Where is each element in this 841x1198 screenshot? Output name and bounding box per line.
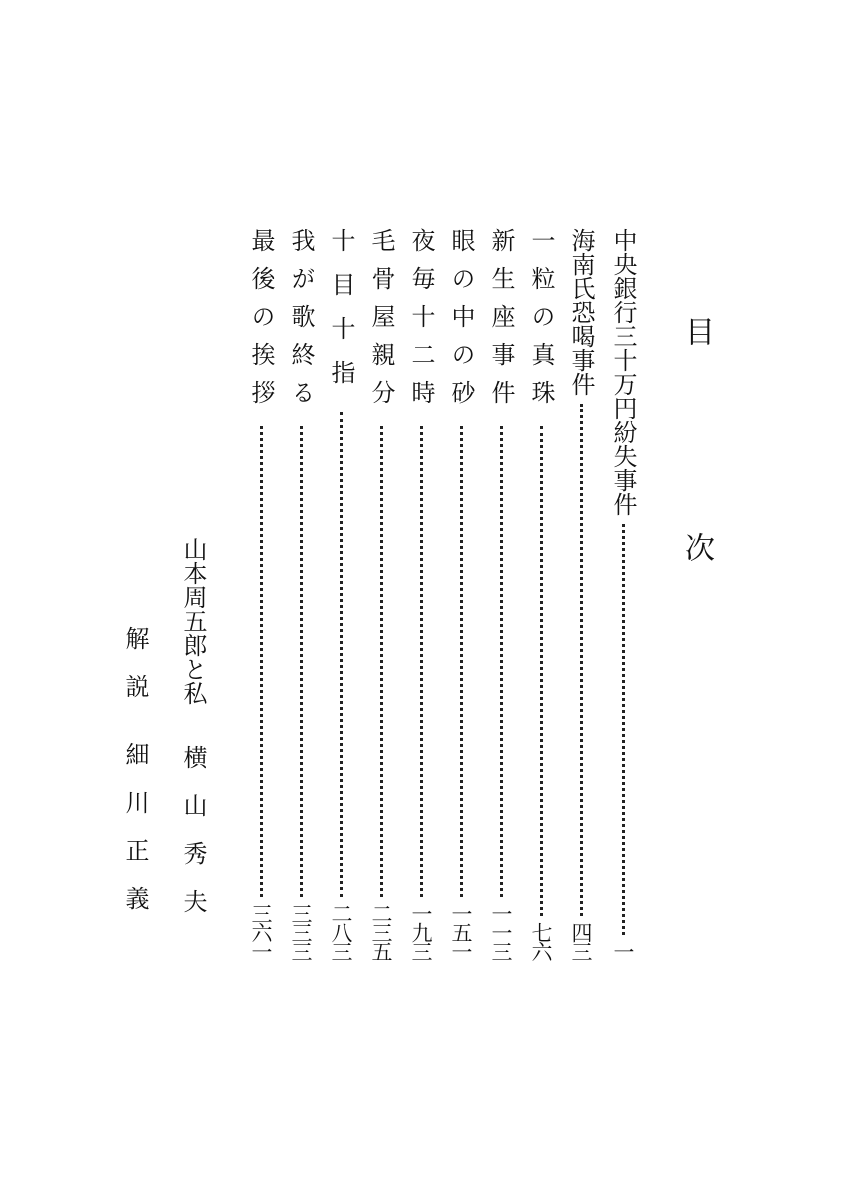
toc-entry[interactable] xyxy=(404,228,438,960)
toc-entry-title: 眼の中の砂 xyxy=(447,228,475,418)
toc-entry-page: 二三五 xyxy=(369,903,393,960)
toc-entry-title: 新生座事件 xyxy=(487,228,515,418)
essay-entry[interactable] xyxy=(176,537,210,913)
dot-leader xyxy=(420,426,423,897)
toc-entry[interactable] xyxy=(606,228,640,960)
dot-leader xyxy=(380,426,383,897)
toc-entry[interactable] xyxy=(484,228,518,960)
toc-entry[interactable] xyxy=(324,228,358,960)
toc-entry-page: 二八三 xyxy=(329,903,353,960)
toc-entry-page: 三三三 xyxy=(289,903,313,960)
toc-entry[interactable] xyxy=(564,228,598,960)
essay-author: 横 山 秀 夫 xyxy=(179,745,207,913)
essay-label: 解 説 xyxy=(121,626,149,698)
toc-entry-page: 一五一 xyxy=(449,903,473,960)
toc-entry[interactable] xyxy=(284,228,318,960)
page-title: 目 次 xyxy=(679,316,714,640)
toc-entry-page: 七六 xyxy=(529,922,553,960)
dot-leader xyxy=(622,524,625,935)
toc-entry-page: 一九三 xyxy=(409,903,433,960)
toc-entry[interactable] xyxy=(364,228,398,960)
toc-entry-title: 十目十指 xyxy=(327,228,355,404)
essay-author: 細 川 正 義 xyxy=(121,742,149,910)
dot-leader xyxy=(340,412,343,897)
dot-leader xyxy=(540,426,543,916)
toc-entry[interactable] xyxy=(244,228,278,960)
toc-entry-page: 四三 xyxy=(569,922,593,960)
toc-entry-page: 三六一 xyxy=(249,903,273,960)
toc-entry-page: 一 xyxy=(611,941,635,960)
dot-leader xyxy=(260,426,263,897)
toc-entry-title: 最後の挨拶 xyxy=(247,228,275,418)
toc-entry[interactable] xyxy=(444,228,478,960)
dot-leader xyxy=(300,426,303,897)
essay-label: 山本周五郎と私 xyxy=(179,537,207,705)
toc-entry-title: 一粒の真珠 xyxy=(527,228,555,418)
dot-leader xyxy=(580,404,583,916)
toc-entry-title: 毛骨屋親分 xyxy=(367,228,395,418)
dot-leader xyxy=(500,426,503,897)
toc-entry-title: 夜毎十二時 xyxy=(407,228,435,418)
toc-entry-title: 我が歌終る xyxy=(287,228,315,418)
dot-leader xyxy=(460,426,463,897)
toc-entry-title: 中央銀行三十万円紛失事件 xyxy=(609,228,637,516)
essay-entry[interactable] xyxy=(118,626,152,910)
toc-entry-page: 一一三 xyxy=(489,903,513,960)
toc-entry-title: 海南氏恐喝事件 xyxy=(567,228,595,396)
toc-entry[interactable] xyxy=(524,228,558,960)
